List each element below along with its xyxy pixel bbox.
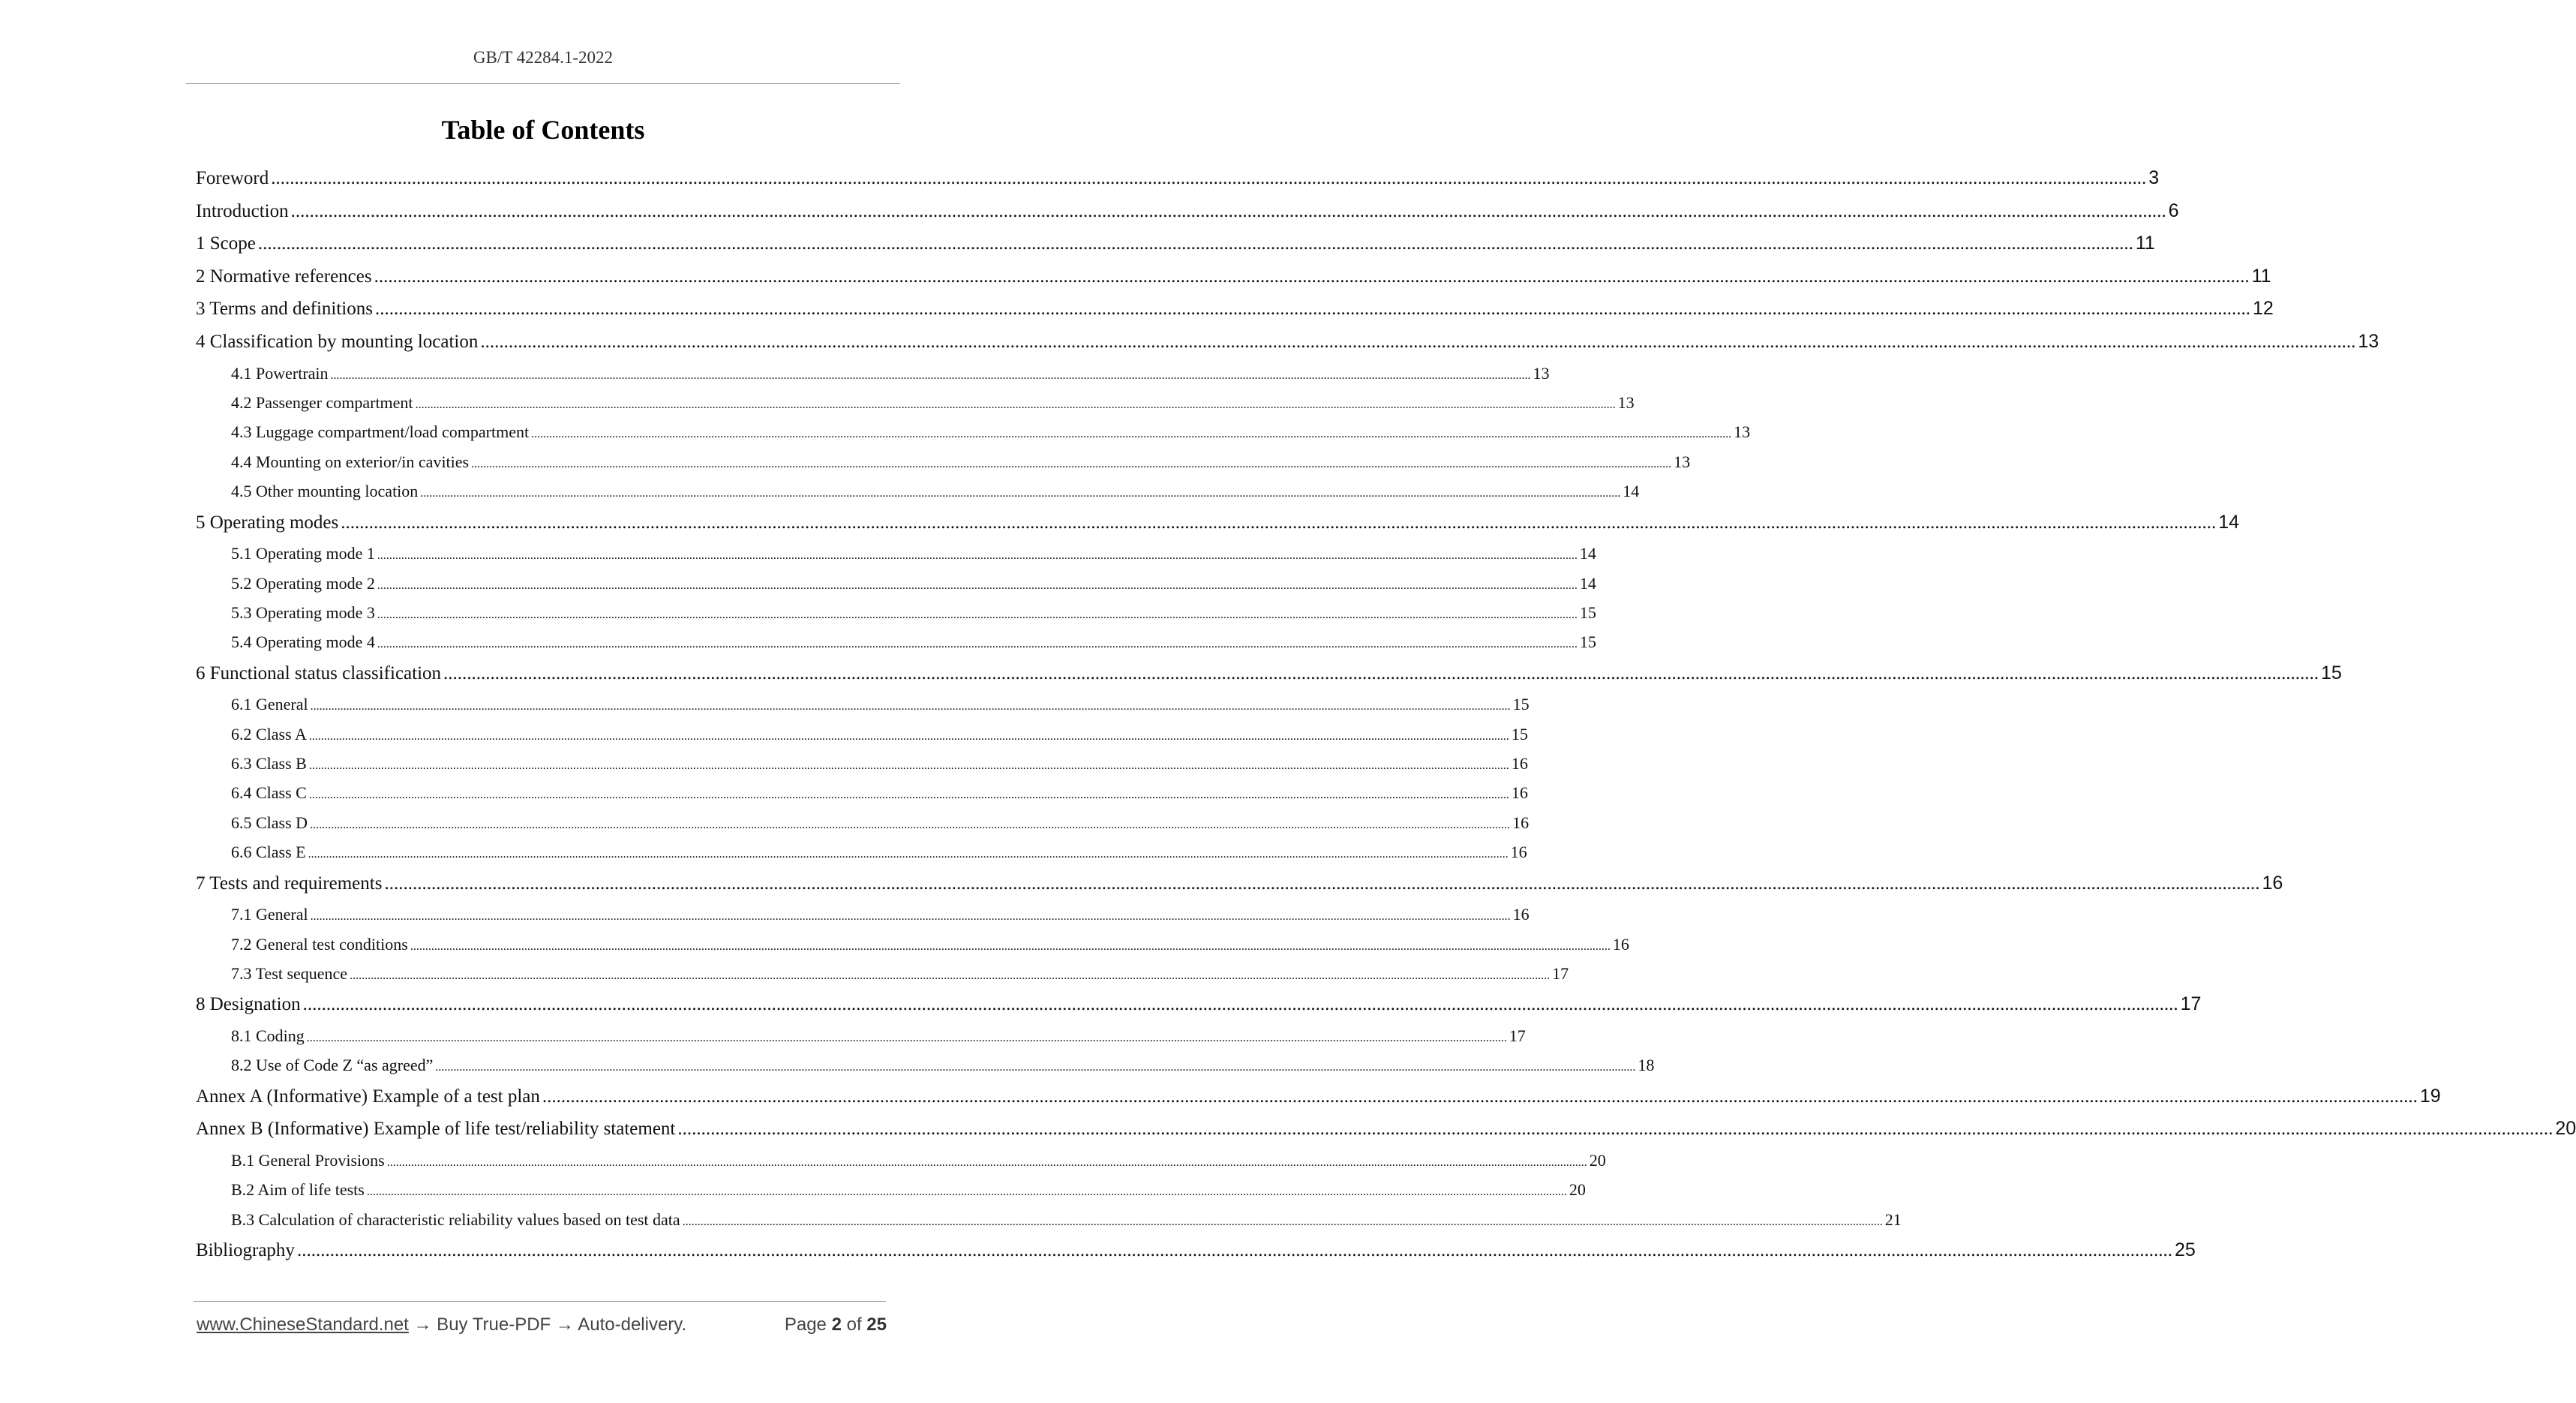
toc-entry-label: 8.1 Coding [231,1026,305,1045]
toc-entry-label: 5.1 Operating mode 1 [231,544,375,563]
toc-entry-page: 14 [1579,573,1596,593]
page-footer [197,1314,887,1335]
toc-dot-leader: ................................................................................................................................................................................................................................................................................................................................................................................................................ [271,168,2147,188]
toc-dot-leader: ................................................................................................................................................................................................................................................................................................................................................................................................................ [308,789,1509,802]
toc-entry-label: 7.3 Test sequence [231,963,348,983]
toc-dot-leader: ................................................................................................................................................................................................................................................................................................................................................................................................................ [308,729,1509,743]
toc-entry-label: 4.5 Other mounting location [231,482,419,501]
toc-subentry[interactable] [196,689,1530,719]
toc-entry-page: 25 [2174,1239,2196,1261]
toc-dot-leader: ................................................................................................................................................................................................................................................................................................................................................................................................................ [341,512,2217,533]
toc-subentry[interactable] [196,1050,1655,1080]
toc-entry-page: 14 [1579,544,1596,563]
footer-promo [197,1314,686,1335]
toc-entry-page: 13 [2358,330,2379,352]
toc-entry-label: 8.2 Use of Code Z “as agreed” [231,1056,434,1075]
toc-entry-label: 7 Tests and requirements [196,873,383,894]
toc-entry-page: 16 [1510,843,1527,862]
toc-entry-page: 11 [2251,265,2271,287]
toc-entry-label: 6.2 Class A [231,724,307,744]
toc-entry-page: 14 [1623,482,1640,501]
toc-dot-leader: ................................................................................................................................................................................................................................................................................................................................................................................................................ [384,873,2260,894]
toc-entry-page: 13 [1533,363,1550,383]
page-title: Table of Contents [441,115,645,145]
toc-subentry[interactable] [196,959,1569,988]
toc-entry-label: 3 Terms and definitions [196,299,373,320]
toc-entry-label: Foreword [196,168,269,188]
toc-entry-page: 12 [2252,298,2274,320]
toc-entry-label: 2 Normative references [196,266,372,287]
toc-entry[interactable] [196,506,2240,539]
toc-dot-leader: ................................................................................................................................................................................................................................................................................................................................................................................................................ [471,457,1672,470]
toc-entry-page: 17 [1552,963,1569,983]
toc-subentry[interactable] [196,778,1528,807]
toc-entry-page: 20 [1569,1180,1586,1200]
toc-entry[interactable] [196,293,2274,326]
toc-entry-page: 16 [1511,783,1528,803]
toc-entry-label: 5 Operating modes [196,512,339,533]
website-link[interactable]: www.ChineseStandard.net [197,1314,409,1335]
toc-subentry[interactable] [196,837,1527,867]
toc-dot-leader: ................................................................................................................................................................................................................................................................................................................................................................................................................ [542,1086,2418,1107]
toc-dot-leader: ................................................................................................................................................................................................................................................................................................................................................................................................................ [310,910,1511,924]
toc-dot-leader: ................................................................................................................................................................................................................................................................................................................................................................................................................ [443,662,2319,683]
toc-entry-label: 6.4 Class C [231,783,307,803]
toc-entry-label: 6.1 General [231,695,308,714]
toc-entry-label: Bibliography [196,1240,295,1261]
toc-entry-label: 5.3 Operating mode 3 [231,602,375,622]
toc-entry-label: 4.4 Mounting on exterior/in cavities [231,452,470,471]
toc-subentry[interactable] [196,1146,1606,1175]
toc-dot-leader: ................................................................................................................................................................................................................................................................................................................................................................................................................ [306,1031,1507,1044]
toc-entry[interactable] [196,867,2283,900]
toc-subentry[interactable] [196,447,1691,476]
toc-subentry[interactable] [196,808,1530,837]
toc-dot-leader: ................................................................................................................................................................................................................................................................................................................................................................................................................ [682,1215,1883,1228]
toc-dot-leader: ................................................................................................................................................................................................................................................................................................................................................................................................................ [377,638,1578,651]
toc-entry-page: 15 [1512,695,1530,714]
toc-dot-leader: ................................................................................................................................................................................................................................................................................................................................................................................................................ [377,549,1578,563]
toc-entry-label: Introduction [196,200,289,221]
toc-dot-leader: ................................................................................................................................................................................................................................................................................................................................................................................................................ [386,1155,1587,1169]
toc-dot-leader: ................................................................................................................................................................................................................................................................................................................................................................................................................ [415,398,1616,411]
toc-entry-label: 7.1 General [231,905,308,924]
toc-dot-leader: ................................................................................................................................................................................................................................................................................................................................................................................................................ [420,487,1621,500]
toc-dot-leader: ................................................................................................................................................................................................................................................................................................................................................................................................................ [310,818,1511,831]
toc-subentry[interactable] [196,930,1629,959]
toc-entry[interactable] [196,326,2379,359]
toc-subentry[interactable] [196,749,1528,778]
toc-entry-page: 16 [1512,905,1530,924]
toc-dot-leader: ................................................................................................................................................................................................................................................................................................................................................................................................................ [257,233,2133,254]
toc-entry-label: 4.3 Luggage compartment/load compartment [231,422,530,442]
document-header: GB/T 42284.1-2022 [473,48,614,67]
toc-entry-label: 4 Classification by mounting location [196,331,479,352]
toc-subentry[interactable] [196,1175,1586,1204]
page-prefix: Page [784,1314,827,1335]
toc-entry-page: 13 [1617,392,1635,412]
toc-subentry[interactable] [196,417,1751,446]
toc-subentry[interactable] [196,900,1530,929]
toc-subentry[interactable] [196,476,1640,506]
toc-subentry[interactable] [196,720,1528,749]
toc-entry-label: 6.6 Class E [231,843,306,862]
toc-subentry[interactable] [196,359,1550,388]
toc-entry[interactable] [196,988,2202,1021]
toc-subentry[interactable] [196,539,1596,568]
toc-subentry[interactable] [196,388,1635,417]
toc-entry-page: 15 [2321,662,2342,683]
toc-entry-label: Annex A (Informative) Example of a test plan [196,1086,540,1107]
toc-subentry[interactable] [196,1205,1902,1234]
toc-entry[interactable] [196,162,2160,195]
toc-entry-page: 15 [1579,602,1596,622]
toc-entry-page: 3 [2148,167,2160,188]
toc-entry-page: 16 [1512,813,1530,832]
toc-entry-page: 18 [1638,1056,1655,1075]
toc-dot-leader: ................................................................................................................................................................................................................................................................................................................................................................................................................ [302,994,2178,1015]
toc-entry-page: 14 [2218,511,2240,533]
toc-entry-page: 20 [1589,1150,1606,1170]
toc-dot-leader: ................................................................................................................................................................................................................................................................................................................................................................................................................ [296,1240,2172,1261]
toc-entry-page: 16 [1612,934,1629,954]
page-number [785,1314,887,1335]
toc-entry[interactable] [196,227,2155,260]
toc-entry-label: 4.1 Powertrain [231,363,329,383]
toc-entry-label: 1 Scope [196,233,256,254]
toc-entry-label: 7.2 General test conditions [231,934,408,954]
toc-dot-leader: ................................................................................................................................................................................................................................................................................................................................................................................................................ [374,266,2250,287]
toc-entry-label: 8 Designation [196,994,301,1015]
toc-entry-page: 15 [1511,724,1528,744]
toc-entry-page: 13 [1734,422,1751,442]
page-current: 2 [831,1314,842,1335]
toc-entry-page: 16 [1511,754,1528,774]
header-divider [186,83,900,84]
toc-entry-label: 6.5 Class D [231,813,308,832]
toc-dot-leader: ................................................................................................................................................................................................................................................................................................................................................................................................................ [410,939,1611,953]
table-of-contents [196,162,2576,1267]
toc-entry-label: 5.2 Operating mode 2 [231,573,375,593]
toc-dot-leader: ................................................................................................................................................................................................................................................................................................................................................................................................................ [480,331,2356,352]
toc-entry-label: Annex B (Informative) Example of life test/reliability statement [196,1119,676,1140]
toc-dot-leader: ................................................................................................................................................................................................................................................................................................................................................................................................................ [531,428,1732,441]
toc-dot-leader: ................................................................................................................................................................................................................................................................................................................................................................................................................ [366,1185,1567,1199]
toc-entry-page: 20 [2555,1118,2576,1140]
toc-entry[interactable] [196,1080,2441,1113]
toc-dot-leader: ................................................................................................................................................................................................................................................................................................................................................................................................................ [377,578,1578,592]
toc-entry-label: B.3 Calculation of characteristic reliability values based on test data [231,1209,680,1229]
toc-subentry[interactable] [196,1021,1526,1050]
toc-entry-page: 21 [1884,1209,1902,1229]
toc-dot-leader: ................................................................................................................................................................................................................................................................................................................................................................................................................ [290,200,2166,221]
toc-dot-leader: ................................................................................................................................................................................................................................................................................................................................................................................................................ [374,299,2250,320]
toc-entry-label: B.1 General Provisions [231,1150,385,1170]
toc-entry-page: 17 [2180,993,2202,1015]
toc-entry-label: 6 Functional status classification [196,662,442,683]
toc-dot-leader: ................................................................................................................................................................................................................................................................................................................................................................................................................ [330,368,1531,382]
toc-entry-page: 17 [1509,1026,1526,1045]
toc-dot-leader: ................................................................................................................................................................................................................................................................................................................................................................................................................ [308,759,1509,773]
toc-dot-leader: ................................................................................................................................................................................................................................................................................................................................................................................................................ [677,1119,2553,1140]
toc-entry-label: 4.2 Passenger compartment [231,392,413,412]
footer-promo-text: → Buy True-PDF → Auto-delivery. [408,1314,687,1335]
toc-entry-page: 15 [1579,632,1596,652]
page-of: of [846,1314,862,1335]
toc-subentry[interactable] [196,569,1596,598]
toc-entry-label: 5.4 Operating mode 4 [231,632,375,652]
toc-dot-leader: ................................................................................................................................................................................................................................................................................................................................................................................................................ [350,969,1551,982]
toc-entry[interactable] [196,1113,2576,1146]
toc-entry-page: 6 [2168,200,2179,221]
toc-entry[interactable] [196,195,2179,228]
toc-entry-page: 19 [2419,1085,2441,1107]
toc-dot-leader: ................................................................................................................................................................................................................................................................................................................................................................................................................ [435,1061,1636,1074]
toc-entry-page: 16 [2262,872,2283,894]
toc-entry-page: 13 [1674,452,1691,471]
toc-entry-label: B.2 Aim of life tests [231,1180,365,1200]
toc-subentry[interactable] [196,627,1596,656]
toc-entry-label: 6.3 Class B [231,754,307,774]
toc-dot-leader: ................................................................................................................................................................................................................................................................................................................................................................................................................ [308,848,1509,861]
toc-entry[interactable] [196,260,2271,293]
toc-dot-leader: ................................................................................................................................................................................................................................................................................................................................................................................................................ [310,700,1511,714]
footer-divider [194,1301,886,1302]
toc-dot-leader: ................................................................................................................................................................................................................................................................................................................................................................................................................ [377,608,1578,621]
page-total: 25 [866,1314,887,1335]
toc-entry-page: 11 [2135,233,2155,254]
toc-entry[interactable] [196,1234,2196,1267]
toc-subentry[interactable] [196,598,1596,627]
toc-entry[interactable] [196,657,2342,690]
